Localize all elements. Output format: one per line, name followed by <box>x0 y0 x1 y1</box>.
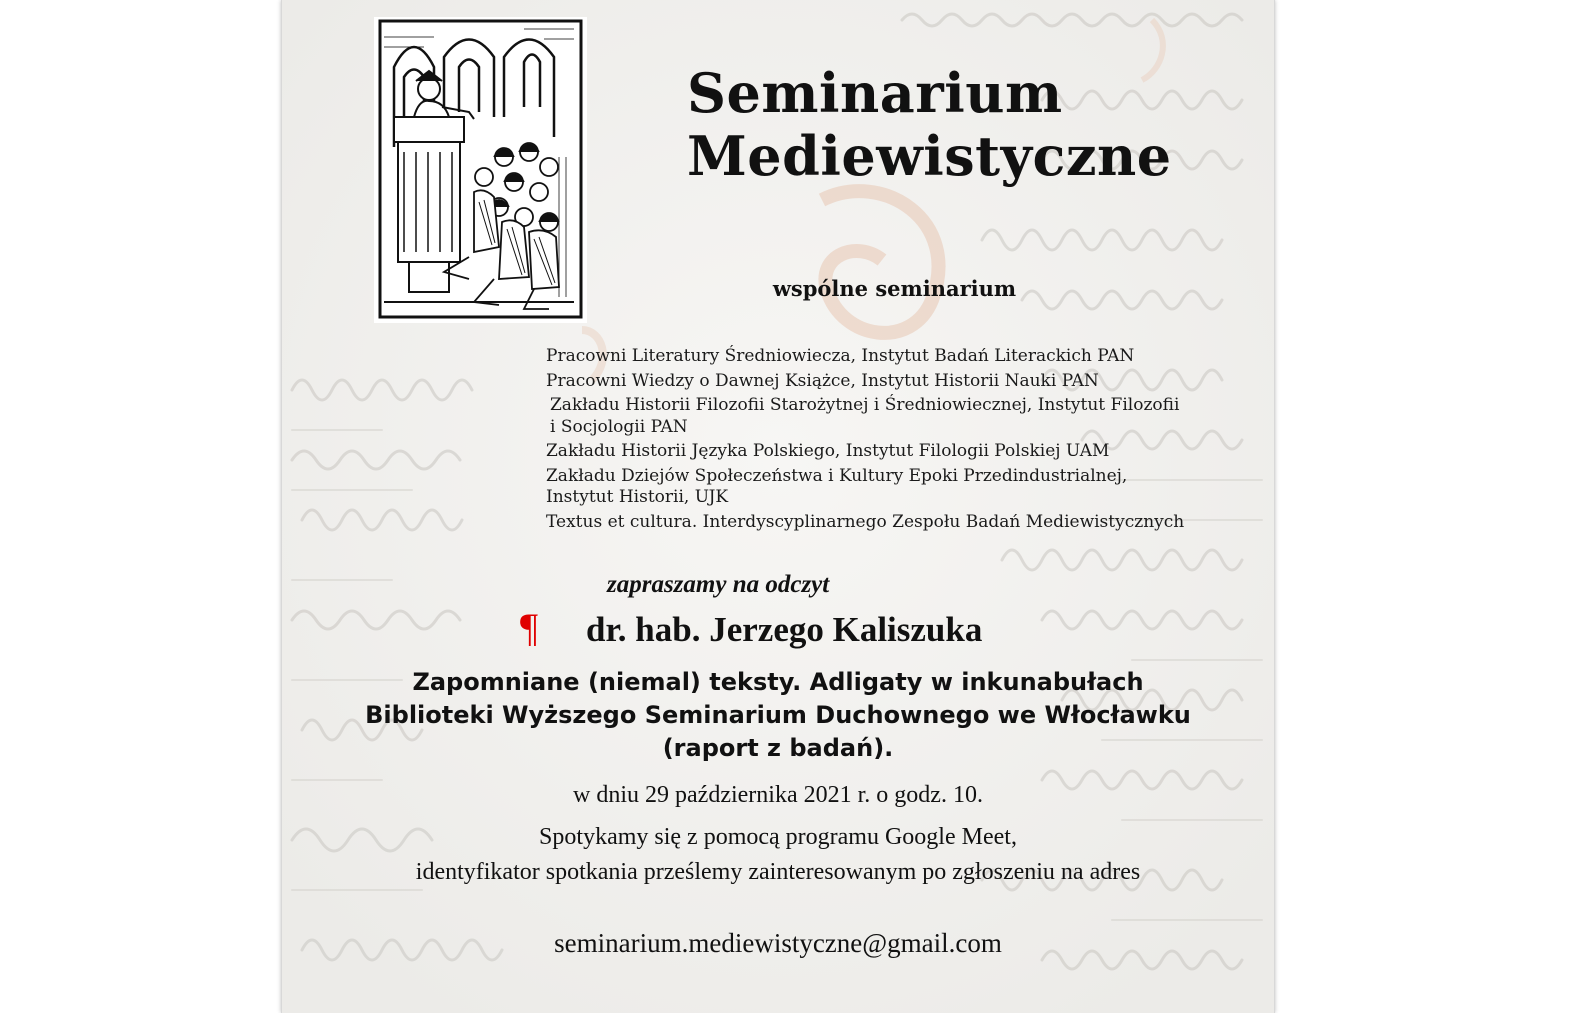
organizer-item: Textus et cultura. Interdyscyplinarnego Zespołu Badań Mediewistycznych <box>546 511 1185 532</box>
poster-page <box>281 0 1275 1013</box>
event-date: w dniu 29 października 2021 r. o godz. 10. <box>573 782 983 808</box>
organizer-list <box>546 346 1186 536</box>
organizer-item: Pracowni Literatury Średniowiecza, Instytut Badań Literackich PAN <box>546 346 1135 366</box>
meeting-platform-info: Spotykamy się z pomocą programu Google Meet, <box>539 824 1017 850</box>
organizer-item: Zakładu Historii Języka Polskiego, Instytut Filologii Polskiej UAM <box>546 441 1110 461</box>
lecture-title: Zapomniane (niemal) teksty. Adligaty w inkunabułach Biblioteki Wyższego Seminarium Duchownego we Włocławku (raport z badań). <box>365 668 1191 762</box>
invitation-line: zapraszamy na odczyt <box>607 571 830 598</box>
meeting-identifier-info: identyfikator spotkania prześlemy zainteresowanym po zgłoszeniu na adres <box>415 859 1141 885</box>
organizer-item: Zakładu Historii Filozofii Starożytnej i Średniowiecznej, Instytut Filozofii i Socjologii PAN <box>550 395 1180 437</box>
pilcrow-mark: ¶ <box>520 605 539 650</box>
seminar-title <box>687 62 1172 188</box>
lecture-woodcut-illustration <box>374 17 587 323</box>
title-line-2: Mediewistyczne <box>687 124 1172 188</box>
contact-email[interactable]: seminarium.mediewistyczne@gmail.com <box>554 928 1002 958</box>
organizer-item: Zakładu Dziejów Społeczeństwa i Kultury Epoki Przedindustrialnej, Instytut Historii, UJK <box>546 465 1128 507</box>
organizer-item: Pracowni Wiedzy o Dawnej Książce, Instytut Historii Nauki PAN <box>546 370 1099 391</box>
title-line-1: Seminarium <box>687 61 1063 125</box>
speaker-name: dr. hab. Jerzego Kaliszuka <box>586 610 983 649</box>
seminar-subtitle: wspólne seminarium <box>772 276 1017 301</box>
